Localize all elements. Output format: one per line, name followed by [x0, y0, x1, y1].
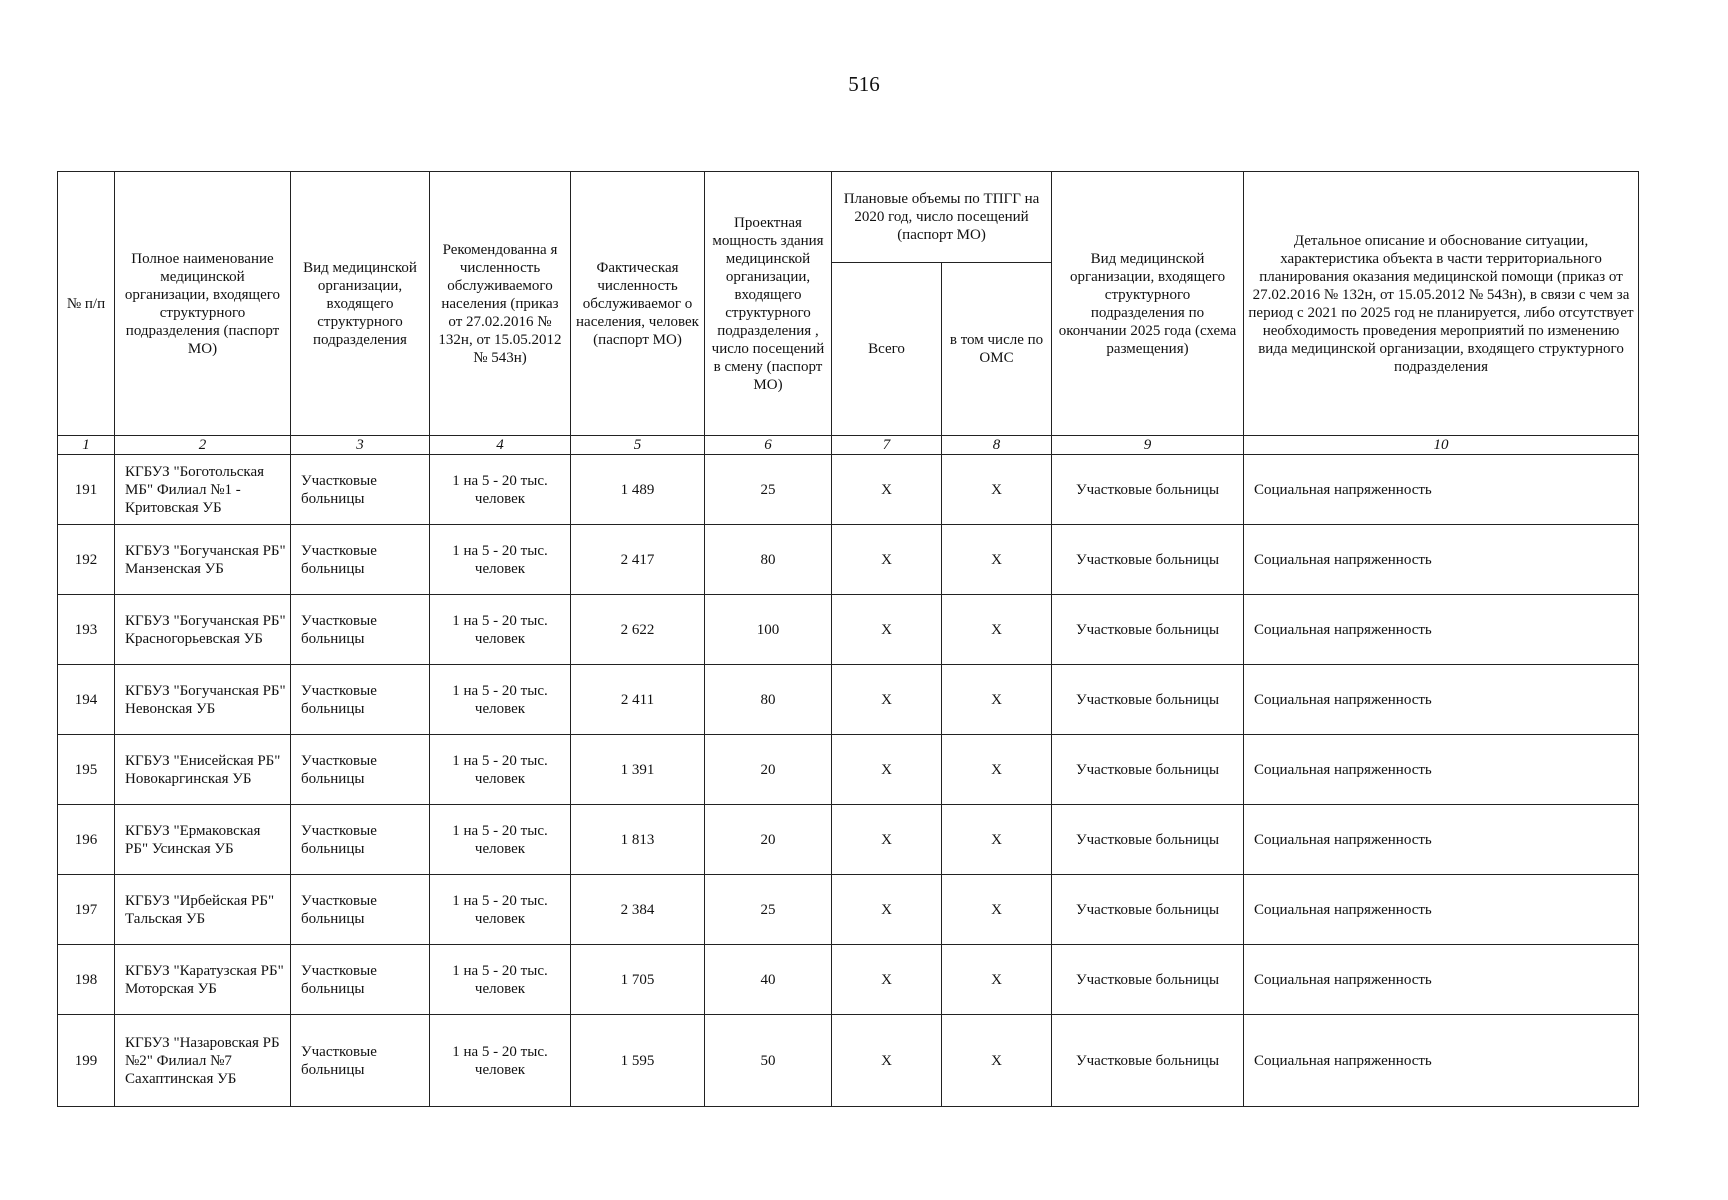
cell-description: Социальная напряженность [1244, 595, 1639, 665]
cell-actual: 2 417 [571, 525, 705, 595]
cell-type: Участковые больницы [291, 455, 430, 525]
cell-name: КГБУЗ "Боготольская МБ" Филиал №1 - Критовская УБ [115, 455, 291, 525]
cell-total: Х [832, 455, 942, 525]
column-number: 5 [571, 436, 705, 455]
cell-description: Социальная напряженность [1244, 1015, 1639, 1107]
cell-oms: Х [942, 455, 1052, 525]
cell-type-2025: Участковые больницы [1052, 875, 1244, 945]
cell-type: Участковые больницы [291, 805, 430, 875]
header-row-number: № п/п [58, 172, 115, 436]
header-organization-type: Вид медицинской организации, входящего структурного подразделения [291, 172, 430, 436]
cell-actual: 1 705 [571, 945, 705, 1015]
cell-row-number: 192 [58, 525, 115, 595]
cell-type-2025: Участковые больницы [1052, 1015, 1244, 1107]
column-number: 7 [832, 436, 942, 455]
header-design-capacity: Проектная мощность здания медицинской организации, входящего структурного подразделения , число посещений в смену (паспорт МО) [705, 172, 832, 436]
cell-capacity: 20 [705, 735, 832, 805]
cell-actual: 1 391 [571, 735, 705, 805]
cell-type-2025: Участковые больницы [1052, 595, 1244, 665]
header-description: Детальное описание и обоснование ситуации, характеристика объекта в части территориального планирования оказания медицинской помощи (приказ от 27.02.2016 № 132н, от 15.05.2012 № 543н), в связи с чем за период с 2021 по 2025 год не планируется, либо отсутствует необходимость проведения мероприятий по изменению вида медицинской организации, входящего структурного подразделения [1244, 172, 1639, 436]
cell-description: Социальная напряженность [1244, 945, 1639, 1015]
table-row [58, 875, 1639, 945]
column-number: 10 [1244, 436, 1639, 455]
cell-oms: Х [942, 945, 1052, 1015]
cell-recommended: 1 на 5 - 20 тыс. человек [430, 1015, 571, 1107]
cell-description: Социальная напряженность [1244, 525, 1639, 595]
cell-row-number: 195 [58, 735, 115, 805]
cell-row-number: 196 [58, 805, 115, 875]
cell-type: Участковые больницы [291, 875, 430, 945]
cell-name: КГБУЗ "Ирбейская РБ" Тальская УБ [115, 875, 291, 945]
cell-capacity: 100 [705, 595, 832, 665]
cell-total: Х [832, 875, 942, 945]
cell-recommended: 1 на 5 - 20 тыс. человек [430, 665, 571, 735]
cell-row-number: 199 [58, 1015, 115, 1107]
cell-row-number: 197 [58, 875, 115, 945]
cell-recommended: 1 на 5 - 20 тыс. человек [430, 875, 571, 945]
cell-actual: 1 489 [571, 455, 705, 525]
cell-capacity: 50 [705, 1015, 832, 1107]
column-number: 2 [115, 436, 291, 455]
table-row [58, 525, 1639, 595]
cell-type: Участковые больницы [291, 665, 430, 735]
cell-description: Социальная напряженность [1244, 735, 1639, 805]
header-total: Всего [832, 263, 942, 436]
cell-name: КГБУЗ "Богучанская РБ" Невонская УБ [115, 665, 291, 735]
table-row [58, 945, 1639, 1015]
cell-oms: Х [942, 1015, 1052, 1107]
cell-total: Х [832, 665, 942, 735]
cell-type: Участковые больницы [291, 1015, 430, 1107]
cell-description: Социальная напряженность [1244, 665, 1639, 735]
cell-row-number: 191 [58, 455, 115, 525]
cell-total: Х [832, 1015, 942, 1107]
table-body [58, 455, 1639, 1107]
cell-name: КГБУЗ "Назаровская РБ №2" Филиал №7 Сахаптинская УБ [115, 1015, 291, 1107]
cell-name: КГБУЗ "Богучанская РБ" Манзенская УБ [115, 525, 291, 595]
header-recommended-population: Рекомендованна я численность обслуживаемого населения (приказ от 27.02.2016 № 132н, от 15.05.2012 № 543н) [430, 172, 571, 436]
header-oms: в том числе по ОМС [942, 263, 1052, 436]
cell-description: Социальная напряженность [1244, 875, 1639, 945]
column-number: 8 [942, 436, 1052, 455]
cell-row-number: 194 [58, 665, 115, 735]
column-number: 6 [705, 436, 832, 455]
cell-type-2025: Участковые больницы [1052, 525, 1244, 595]
cell-type: Участковые больницы [291, 595, 430, 665]
cell-actual: 2 622 [571, 595, 705, 665]
cell-capacity: 25 [705, 875, 832, 945]
cell-type-2025: Участковые больницы [1052, 455, 1244, 525]
header-actual-population: Фактическая численность обслуживаемог о населения, человек (паспорт МО) [571, 172, 705, 436]
column-number: 1 [58, 436, 115, 455]
cell-recommended: 1 на 5 - 20 тыс. человек [430, 455, 571, 525]
cell-description: Социальная напряженность [1244, 455, 1639, 525]
cell-capacity: 20 [705, 805, 832, 875]
cell-type: Участковые больницы [291, 945, 430, 1015]
cell-oms: Х [942, 525, 1052, 595]
cell-row-number: 198 [58, 945, 115, 1015]
cell-name: КГБУЗ "Енисейская РБ" Новокаргинская УБ [115, 735, 291, 805]
cell-recommended: 1 на 5 - 20 тыс. человек [430, 945, 571, 1015]
cell-oms: Х [942, 665, 1052, 735]
cell-description: Социальная напряженность [1244, 805, 1639, 875]
cell-total: Х [832, 595, 942, 665]
table-row [58, 665, 1639, 735]
cell-total: Х [832, 525, 942, 595]
cell-type: Участковые больницы [291, 735, 430, 805]
cell-name: КГБУЗ "Богучанская РБ" Красногорьевская УБ [115, 595, 291, 665]
cell-oms: Х [942, 805, 1052, 875]
column-number: 9 [1052, 436, 1244, 455]
cell-actual: 2 384 [571, 875, 705, 945]
cell-recommended: 1 на 5 - 20 тыс. человек [430, 525, 571, 595]
header-type-2025: Вид медицинской организации, входящего структурного подразделения по окончании 2025 года (схема размещения) [1052, 172, 1244, 436]
cell-type-2025: Участковые больницы [1052, 805, 1244, 875]
cell-actual: 1 813 [571, 805, 705, 875]
cell-recommended: 1 на 5 - 20 тыс. человек [430, 735, 571, 805]
cell-capacity: 40 [705, 945, 832, 1015]
cell-row-number: 193 [58, 595, 115, 665]
header-full-name: Полное наименование медицинской организации, входящего структурного подразделения (паспорт МО) [115, 172, 291, 436]
cell-total: Х [832, 735, 942, 805]
table-header [58, 172, 1639, 455]
cell-type-2025: Участковые больницы [1052, 945, 1244, 1015]
cell-total: Х [832, 805, 942, 875]
cell-name: КГБУЗ "Ермаковская РБ" Усинская УБ [115, 805, 291, 875]
table-row [58, 1015, 1639, 1107]
cell-total: Х [832, 945, 942, 1015]
cell-oms: Х [942, 875, 1052, 945]
cell-oms: Х [942, 735, 1052, 805]
column-number-row [58, 436, 1639, 455]
cell-type: Участковые больницы [291, 525, 430, 595]
table-row [58, 455, 1639, 525]
cell-type-2025: Участковые больницы [1052, 735, 1244, 805]
cell-actual: 2 411 [571, 665, 705, 735]
cell-recommended: 1 на 5 - 20 тыс. человек [430, 805, 571, 875]
header-planned-volumes: Плановые объемы по ТПГГ на 2020 год, число посещений (паспорт МО) [832, 172, 1052, 263]
cell-capacity: 80 [705, 665, 832, 735]
page-number: 516 [848, 72, 880, 96]
cell-capacity: 80 [705, 525, 832, 595]
table-row [58, 805, 1639, 875]
column-number: 3 [291, 436, 430, 455]
cell-actual: 1 595 [571, 1015, 705, 1107]
cell-name: КГБУЗ "Каратузская РБ" Моторская УБ [115, 945, 291, 1015]
table-row [58, 735, 1639, 805]
cell-recommended: 1 на 5 - 20 тыс. человек [430, 595, 571, 665]
table-row [58, 595, 1639, 665]
column-number: 4 [430, 436, 571, 455]
cell-type-2025: Участковые больницы [1052, 665, 1244, 735]
cell-oms: Х [942, 595, 1052, 665]
cell-capacity: 25 [705, 455, 832, 525]
planning-table [57, 171, 1639, 1107]
